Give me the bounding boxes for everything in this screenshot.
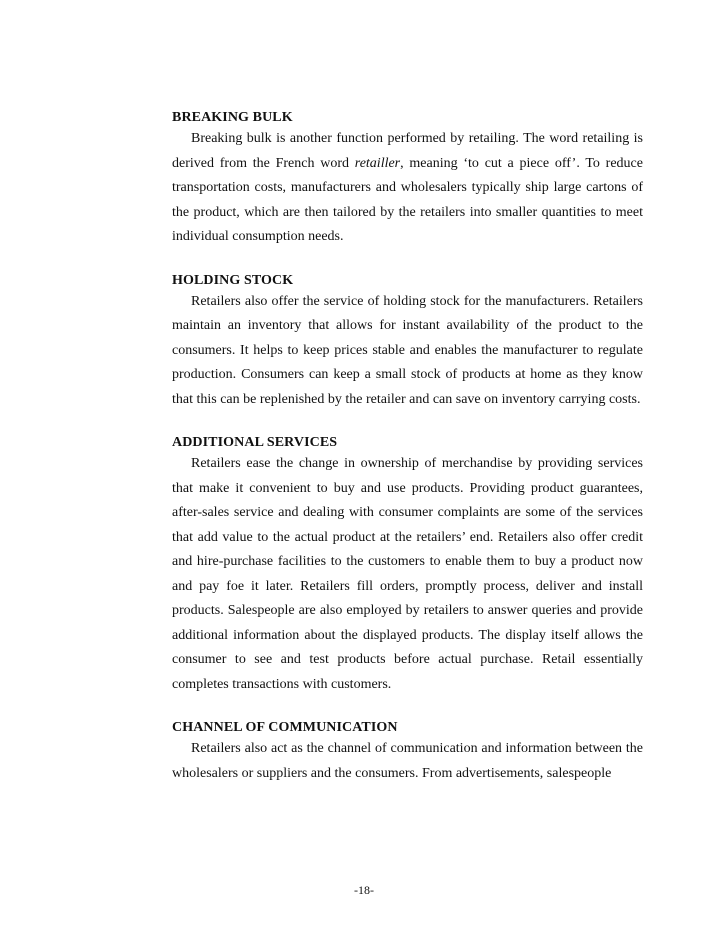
section-additional-services	[172, 435, 643, 697]
paragraph-text: , meaning ‘to cut a piece off’. To reduce transportation costs, manufacturers and wholesalers typically ship large cartons of the product, which are then tailored by the retailers into smaller quantities to meet individual consumption needs.	[172, 155, 643, 244]
section-heading: BREAKING BULK	[172, 110, 293, 125]
section-paragraph: Retailers ease the change in ownership of merchandise by providing services that make it convenient to buy and use products. Providing product guarantees, after-sales service and dealing with consumer complaints are some of the services that add value to the actual product at the retailers’ end. Retailers also offer credit and hire-purchase facilities to the customers to enable them to buy a product now and pay foe it later. Retailers fill orders, promptly process, deliver and install products. Salespeople are also employed by retailers to answer queries and provide additional information about the displayed products. The display itself allows the consumer to see and test products before actual purchase. Retail essentially completes transactions with customers.	[172, 456, 643, 692]
paragraph-text: Breaking bulk is another function performed by retailing. The word retailing is derived from the French word	[172, 131, 643, 171]
page-number: -18-	[354, 883, 374, 897]
section-holding-stock	[172, 273, 643, 413]
section-paragraph: Retailers also act as the channel of communication and information between the wholesalers or suppliers and the consumers. From advertisements, salespeople	[172, 741, 643, 781]
document-page	[172, 110, 643, 809]
section-heading: ADDITIONAL SERVICES	[172, 435, 338, 450]
section-breaking-bulk	[172, 110, 643, 250]
section-channel-of-communication	[172, 720, 643, 786]
section-heading: HOLDING STOCK	[172, 272, 294, 288]
section-heading: CHANNEL OF COMMUNICATION	[172, 720, 398, 735]
section-paragraph	[172, 127, 643, 250]
section-paragraph: Retailers also offer the service of holding stock for the manufacturers. Retailers maintain an inventory that allows for instant availability of the product to the consumers. It helps to keep prices stable and enables the manufacturer to regulate production. Consumers can keep a small stock of products at home as they know that this can be replenished by the retailer and can save on inventory carrying costs.	[172, 293, 643, 407]
italic-term: retailler	[354, 155, 401, 171]
